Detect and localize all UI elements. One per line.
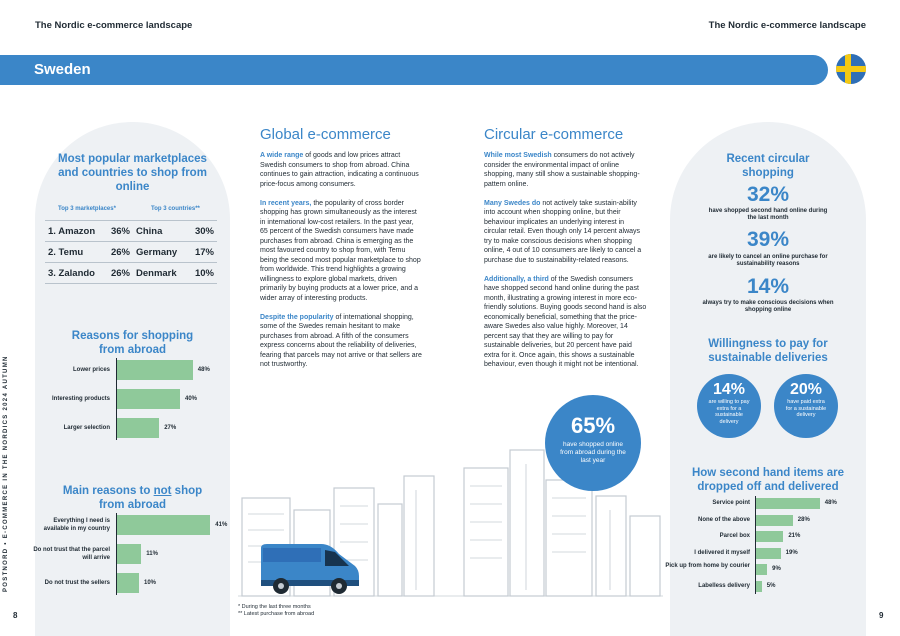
country-pct: 17% <box>186 242 217 263</box>
willingness-title: Willingness to pay for sustainable deliveries <box>708 338 828 364</box>
willingness-left-value: 14% <box>712 381 746 398</box>
reasons-abroad-chart <box>35 360 230 442</box>
page-number-right: 9 <box>879 611 884 620</box>
bar-label: Lower prices <box>72 366 110 373</box>
bar-value-label: 27% <box>164 424 177 431</box>
bar-axis-line <box>755 496 756 594</box>
bar-value-label: 48% <box>197 366 210 373</box>
bar-label: Everything I need is available in my country <box>43 518 110 532</box>
market-pct: 26% <box>103 263 136 284</box>
country-name: Germany <box>136 242 186 263</box>
bar <box>755 548 781 559</box>
recent-stat-2-caption: are likely to cancel an online purchase for sustainability reasons <box>708 254 828 267</box>
bar <box>755 531 783 542</box>
bar-value-label: 9% <box>772 566 781 572</box>
bar-label: None of the above <box>697 516 750 523</box>
bar <box>116 418 159 438</box>
global-paragraph-1: A wide range of goods and low prices attract Swedish consumers to shop from abroad. China continues to gain attraction, indicating a continuous price-focus among consumers. <box>260 152 419 188</box>
country-name: Sweden <box>34 61 91 78</box>
bar-label: Do not trust the sellers <box>44 579 110 586</box>
recent-stat-3-value: 14% <box>746 275 790 298</box>
bar-value-label: 40% <box>185 395 198 402</box>
recent-circular-title: Recent circular shopping <box>726 153 810 179</box>
reasons-not-title-pre: Main reasons to <box>62 485 154 497</box>
recent-stat-1-value: 32% <box>746 183 790 206</box>
country-name: Denmark <box>136 263 186 284</box>
bar-label: Larger selection <box>63 424 110 431</box>
marketplaces-table <box>45 220 217 284</box>
market-pct: 26% <box>103 242 136 263</box>
market-name: 1. Amazon <box>45 221 103 242</box>
bar-axis-line <box>116 358 117 440</box>
country-name: China <box>136 221 186 242</box>
bar-value-label: 19% <box>785 549 798 556</box>
market-name: 2. Temu <box>45 242 103 263</box>
recent-stat-1-caption: have shopped second hand online during the last month <box>708 208 828 221</box>
bar <box>116 515 210 535</box>
header-title-left: The Nordic e-commerce landscape <box>35 20 193 31</box>
willingness-right-caption: have paid extra for a sustainable delivery <box>785 399 827 418</box>
delivery-van-icon <box>255 540 363 596</box>
recent-stat-3-caption: always try to make conscious decisions when shopping online <box>702 300 834 313</box>
secondhand-chart <box>665 498 866 596</box>
secondhand-title: How second hand items are dropped off and delivered <box>691 467 845 493</box>
bar-value-label: 5% <box>766 582 776 589</box>
bar <box>755 498 820 509</box>
willingness-left-circle <box>697 374 761 438</box>
footnote-2: ** Latest purchase from abroad <box>238 611 315 617</box>
page-number-left: 8 <box>13 611 18 620</box>
bar-value-label: 48% <box>824 500 837 506</box>
footnote-1: * During the last three months <box>238 604 311 610</box>
table-row <box>45 221 217 242</box>
bar <box>116 544 141 564</box>
circular-paragraph-1: While most Swedish consumers do not actively consider the environmental impact of online shopping, many still show a sustainable shopping-pattern online. <box>484 152 640 188</box>
sweden-flag-icon <box>836 54 866 84</box>
reasons-not-chart <box>35 515 230 597</box>
bar-axis-line <box>116 513 117 595</box>
willingness-left-caption: are willing to pay extra for a sustainable delivery <box>708 399 750 425</box>
bar <box>755 564 767 575</box>
bar-label: I delivered it myself <box>694 549 750 556</box>
abroad-stat-caption: have shopped online from abroad during the last year <box>560 441 626 464</box>
country-banner <box>0 55 828 85</box>
circular-heading: Circular e-commerce <box>484 126 624 143</box>
bar <box>755 581 762 592</box>
reasons-not-title <box>55 484 210 512</box>
table-row <box>45 263 217 284</box>
willingness-right-circle <box>774 374 838 438</box>
bar <box>116 360 193 380</box>
bar-value-label: 21% <box>788 533 801 539</box>
market-pct: 36% <box>103 221 136 242</box>
bar-label: Labelless delivery <box>698 582 750 589</box>
global-paragraph-2: In recent years, the popularity of cross border shopping has grown simultaneously as the interest in international low-cost retailers. In the past year, 65 percent of the Swedish consumers have made purchases from abroad. China is emerging as the most favoured country to shop from, with Temu being the second most popular marketplace to shop from worldwide. This trend highlights a growing willingness to explore global markets, driven primarily by buying products at a lower price, and a wider array of interesting products. <box>260 199 421 302</box>
bar-label: Pick up from home by courier <box>665 562 750 569</box>
country-pct: 10% <box>186 263 217 284</box>
abroad-stat-value: 65% <box>570 413 616 438</box>
bar-label: Service point <box>712 500 750 506</box>
bar <box>116 389 180 409</box>
bar <box>116 573 139 593</box>
circular-body <box>484 151 647 379</box>
marketplaces-col1-header: Top 3 marketplaces* <box>58 206 116 212</box>
bar-value-label: 41% <box>215 521 228 528</box>
bar-label: Do not trust that the parcel will arrive <box>33 547 110 561</box>
bar <box>755 515 793 526</box>
global-heading: Global e-commerce <box>260 126 391 143</box>
header-title-right: The Nordic e-commerce landscape <box>708 20 866 31</box>
bar-value-label: 10% <box>144 579 157 586</box>
bar-value-label: 11% <box>146 550 158 557</box>
table-row <box>45 242 217 263</box>
willingness-right-value: 20% <box>789 381 823 398</box>
footnotes <box>238 604 314 618</box>
side-publication-text: POSTNORD • E-COMMERCE IN THE NORDICS 2024 AUTUMN <box>3 355 9 592</box>
bar-label: Parcel box <box>719 533 750 539</box>
circular-paragraph-2: Many Swedes do not actively take sustain-ability into account when shopping online, but their behaviour implicates an underlying interest in circular retail. Even though only 14 percent always try to make conscious decisions when shopping online, 4 out of 10 consumers are likely to cancel a purchase due to sustainability-related reasons. <box>484 199 642 264</box>
global-body <box>260 151 422 379</box>
bar-value-label: 28% <box>797 516 810 523</box>
bar-label: Interesting products <box>51 395 110 402</box>
marketplaces-title: Most popular marketplaces and countries to shop from online <box>58 153 207 193</box>
market-name: 3. Zalando <box>45 263 103 284</box>
reasons-not-title-underline: not <box>153 485 172 497</box>
global-paragraph-3: Despite the popularity of international shopping, some of the Swedes remain hesitant to make purchases from abroad. A fifth of the consumers express concerns about the reliability of deliveries, fearing that parcels may not arrive or that sellers are not trustworthy. <box>260 313 422 368</box>
circular-paragraph-3: Additionally, a third of the Swedish consumers have shopped second hand online during the past month, illustrating a growing interest in more eco-friendly solutions. Buying goods second hand is also economically beneficial, something that the price-aware Swedes also value highly. Moreover, 14 percent say that they are willing to pay for sustainable deliveries, but 20 percent have paid extra for it. Once again, this shows a sustainable behaviour, even though it might not be intentional. <box>484 275 647 368</box>
recent-stat-2-value: 39% <box>746 228 790 251</box>
reasons-abroad-title: Reasons for shopping from abroad <box>71 330 194 356</box>
marketplaces-col2-header: Top 3 countries** <box>151 206 200 212</box>
abroad-stat-circle <box>545 395 641 491</box>
reasons-not-title-post: shop from abroad <box>98 485 203 511</box>
country-pct: 30% <box>186 221 217 242</box>
